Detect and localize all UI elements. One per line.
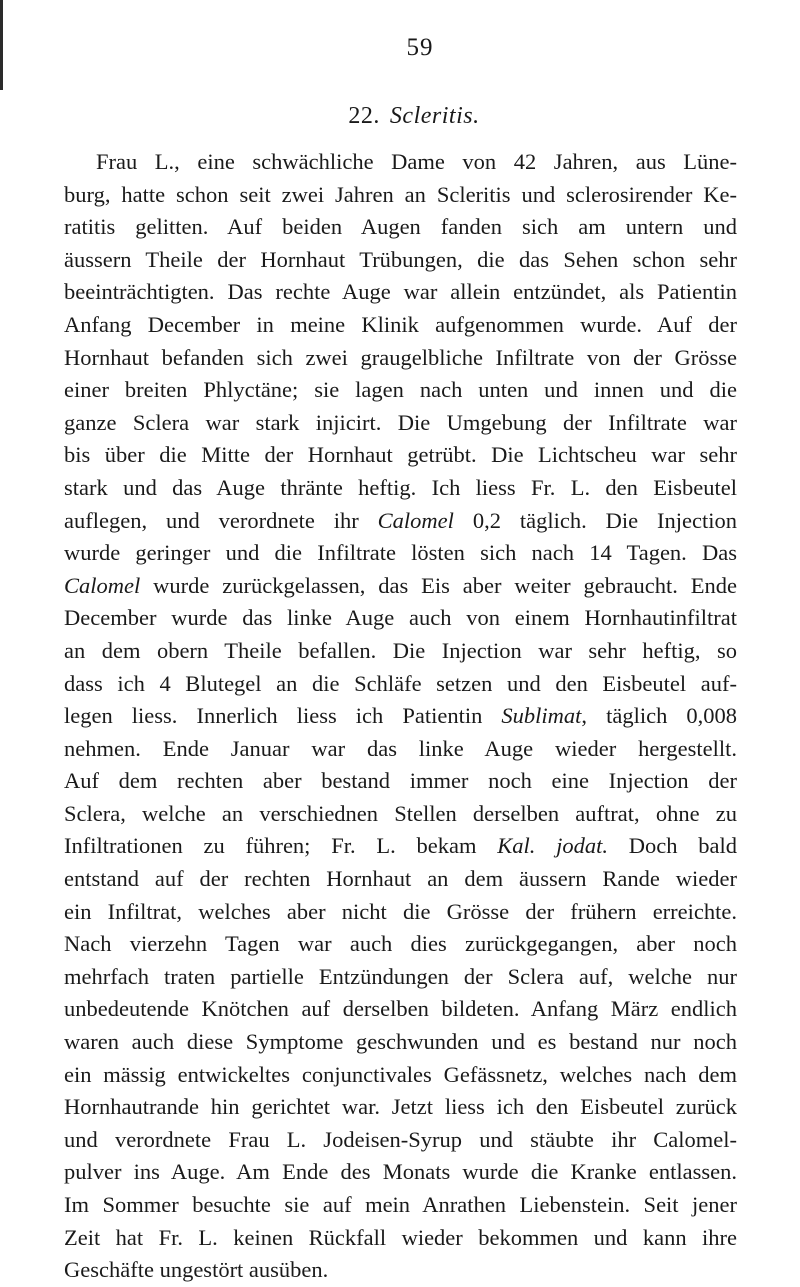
text-segment: Anfang December in meine Klinik aufgenommen wurde. Auf der <box>64 311 737 337</box>
text-line <box>64 961 737 994</box>
text-line <box>64 276 737 309</box>
text-line <box>64 993 737 1026</box>
text-line <box>64 863 737 896</box>
text-line <box>64 896 737 929</box>
text-line <box>64 146 737 179</box>
text-segment: bis über die Mitte der Hornhaut getrübt. Die Lichtscheu war sehr <box>64 442 737 468</box>
text-segment: ein mässig entwickeltes conjunctivales Gefässnetz, welches nach dem <box>64 1061 737 1087</box>
text-segment: an dem obern Theile befallen. Die Injection war sehr heftig, so <box>64 637 737 663</box>
text-line <box>64 1059 737 1092</box>
text-line <box>64 668 737 701</box>
text-segment: beeinträchtigten. Das rechte Auge war allein entzündet, als Patientin <box>64 279 737 305</box>
text-line <box>64 1091 737 1124</box>
text-line <box>64 439 737 472</box>
text-segment: Nach vierzehn Tagen war auch dies zurückgegangen, aber noch <box>64 931 737 957</box>
text-line <box>64 537 737 570</box>
text-segment: Infiltrationen zu führen; Fr. L. bekam <box>64 833 498 859</box>
text-line <box>64 700 737 733</box>
text-segment: Im Sommer besuchte sie auf mein Anrathen Liebenstein. Seit jener <box>64 1192 737 1217</box>
italic-term: Sublimat <box>501 703 582 729</box>
text-line <box>64 830 737 863</box>
text-segment: 0,2 täglich. Die Injection <box>453 507 737 533</box>
text-segment: Geschäfte ungestört ausüben. <box>64 1257 329 1283</box>
text-segment: äussern Theile der Hornhaut Trübungen, die das Sehen schon sehr <box>64 246 737 272</box>
text-line <box>64 733 737 766</box>
text-segment: ein Infiltrat, welches aber nicht die Grösse der frühern erreichte. <box>64 898 737 924</box>
text-segment: ratitis gelitten. Auf beiden Augen fanden sich am untern und <box>64 214 737 240</box>
text-line <box>64 1156 737 1189</box>
text-segment: burg, hatte schon seit zwei Jahren an Scleritis und sclerosirender Ke- <box>64 181 737 207</box>
text-line <box>64 570 737 603</box>
text-segment: dass ich 4 Blutegel an die Schläfe setzen und den Eisbeutel auf- <box>64 670 737 696</box>
text-segment: unbedeutende Knötchen auf derselben bildeten. Anfang März endlich <box>64 996 737 1022</box>
text-segment: nehmen. Ende Januar war das linke Auge wieder hergestellt. <box>64 735 737 761</box>
text-segment: legen liess. Innerlich liess ich Patientin <box>64 703 502 729</box>
section-title: Scleritis. <box>389 103 480 129</box>
text-line <box>64 798 737 831</box>
text-segment: Sclera, welche an verschiednen Stellen derselben auftrat, ohne zu <box>64 800 737 826</box>
text-segment: Hornhaut befanden sich zwei graugelbliche Infiltrate von der Grösse <box>64 344 737 370</box>
text-segment: entstand auf der rechten Hornhaut an dem äussern Rande wieder <box>64 866 737 892</box>
text-segment: Zeit hat Fr. L. keinen Rückfall wieder bekommen und kann ihre <box>64 1224 737 1250</box>
text-segment: Frau L., eine schwächliche Dame von 42 Jahren, aus Lüne- <box>96 149 737 174</box>
text-segment: pulver ins Auge. Am Ende des Monats wurde die Kranke entlassen. <box>64 1159 737 1185</box>
text-segment: Hornhautrande hin gerichtet war. Jetzt liess ich den Eisbeutel zurück <box>64 1094 737 1120</box>
text-line <box>64 211 737 244</box>
text-segment: waren auch diese Symptome geschwunden und es bestand nur noch <box>64 1029 737 1055</box>
text-line <box>64 407 737 440</box>
text-line <box>64 179 737 212</box>
text-line <box>64 1189 737 1222</box>
text-line <box>64 472 737 505</box>
text-segment: ganze Sclera war stark injicirt. Die Umgebung der Infiltrate war <box>64 409 737 435</box>
italic-term: Calomel <box>64 572 141 598</box>
italic-term: Kal. jodat. <box>497 833 608 859</box>
text-line <box>64 1026 737 1059</box>
text-segment: Doch bald <box>608 833 737 859</box>
text-segment: mehrfach traten partielle Entzündungen der Sclera auf, welche nur <box>64 963 737 989</box>
text-segment: einer breiten Phlyctäne; sie lagen nach unten und innen und die <box>64 377 737 403</box>
text-line <box>64 374 737 407</box>
text-segment: wurde zurückgelassen, das Eis aber weiter gebraucht. Ende <box>140 572 737 598</box>
text-segment: stark und das Auge thränte heftig. Ich liess Fr. L. den Eisbeutel <box>64 474 737 500</box>
text-line <box>64 505 737 538</box>
text-segment: auflegen, und verordnete ihr <box>64 507 378 533</box>
text-line <box>64 1254 737 1287</box>
text-line <box>64 928 737 961</box>
page-number: 59 <box>406 34 434 61</box>
section-number: 22. <box>348 103 380 129</box>
text-line <box>64 244 737 277</box>
text-segment: , täglich 0,008 <box>581 703 737 729</box>
text-line <box>64 765 737 798</box>
section-heading <box>0 103 800 130</box>
text-segment: und verordnete Frau L. Jodeisen-Syrup und stäubte ihr Calomel- <box>64 1126 737 1152</box>
italic-term: Calomel <box>377 507 454 533</box>
text-line <box>64 635 737 668</box>
text-line <box>64 309 737 342</box>
text-segment: wurde geringer und die Infiltrate lösten sich nach 14 Tagen. Das <box>64 540 737 566</box>
text-line <box>64 342 737 375</box>
body-text <box>64 146 737 1287</box>
text-segment: Auf dem rechten aber bestand immer noch eine Injection der <box>64 768 737 794</box>
text-line <box>64 602 737 635</box>
text-segment: December wurde das linke Auge auch von einem Hornhautinfiltrat <box>64 605 737 631</box>
text-line <box>64 1222 737 1255</box>
text-line <box>64 1124 737 1157</box>
